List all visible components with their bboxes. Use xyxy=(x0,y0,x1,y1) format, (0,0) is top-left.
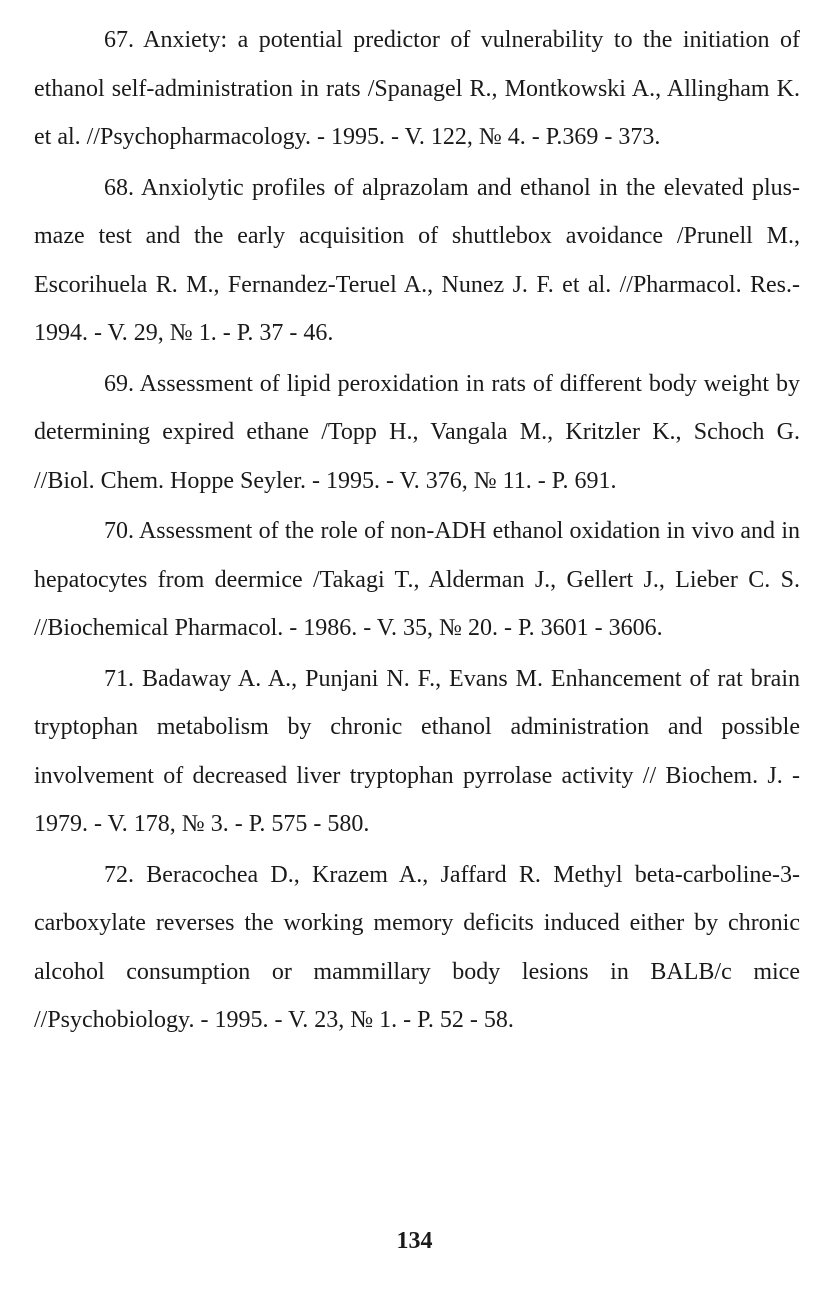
reference-item xyxy=(34,164,800,358)
reference-number: 71. xyxy=(104,665,134,692)
reference-number: 67. xyxy=(104,27,134,53)
reference-number: 72. xyxy=(104,861,134,888)
reference-number: 70. xyxy=(104,518,134,544)
reference-item xyxy=(34,507,800,653)
reference-text: Anxiety: a potential predictor of vulnerability to the initiation of ethanol self-administration in rats /Spanagel R., Montkowski A., Allingham K. et al. //Psychopharmacology. - 1995. - V. 122, № 4. - P.369 - 373. xyxy=(34,27,800,150)
reference-item xyxy=(34,16,800,162)
reference-item xyxy=(34,851,800,1045)
reference-item xyxy=(34,655,800,849)
reference-text: Beracochea D., Krazem A., Jaffard R. Methyl beta-carboline-3-carboxylate reverses the working memory deficits induced either by chronic alcohol consumption or mammillary body lesions in BALB/c mice //Psychobiology. - 1995. - V. 23, № 1. - P. 52 - 58. xyxy=(34,861,801,1033)
reference-text: Anxiolytic profiles of alprazolam and ethanol in the elevated plus-maze test and the early acquisition of shuttlebox avoidance /Prunell M., Escorihuela R. M., Fernandez-Teruel A., Nunez J. F. et al. //Pharmacol. Res.- 1994. - V. 29, № 1. - P. 37 - 46. xyxy=(34,174,800,346)
page-number: 134 xyxy=(396,1228,433,1254)
reference-item xyxy=(34,360,800,506)
reference-number: 69. xyxy=(104,370,134,397)
reference-text: Assessment of the role of non-ADH ethanol oxidation in vivo and in hepatocytes from deermice /Takagi T., Alderman J., Gellert J., Lieber C. S. //Biochemical Pharmacol. - 1986. - V. 35, № 20. - P. 3601 - 3606. xyxy=(34,518,800,641)
reference-number: 68. xyxy=(104,174,134,201)
reference-text: Assessment of lipid peroxidation in rats of different body weight by determining expired ethane /Topp H., Vangala M., Kritzler K., Schoch G. //Biol. Chem. Hoppe Seyler. - 1995. - V. 376, № 11. - P. 691. xyxy=(34,370,800,494)
reference-list xyxy=(34,16,800,1047)
reference-text: Badaway A. A., Punjani N. F., Evans M. Enhancement of rat brain tryptophan metabolism by chronic ethanol administration and possible involvement of decreased liver tryptophan pyrrolase activity // Biochem. J. - 1979. - V. 178, № 3. - P. 575 - 580. xyxy=(34,665,801,837)
